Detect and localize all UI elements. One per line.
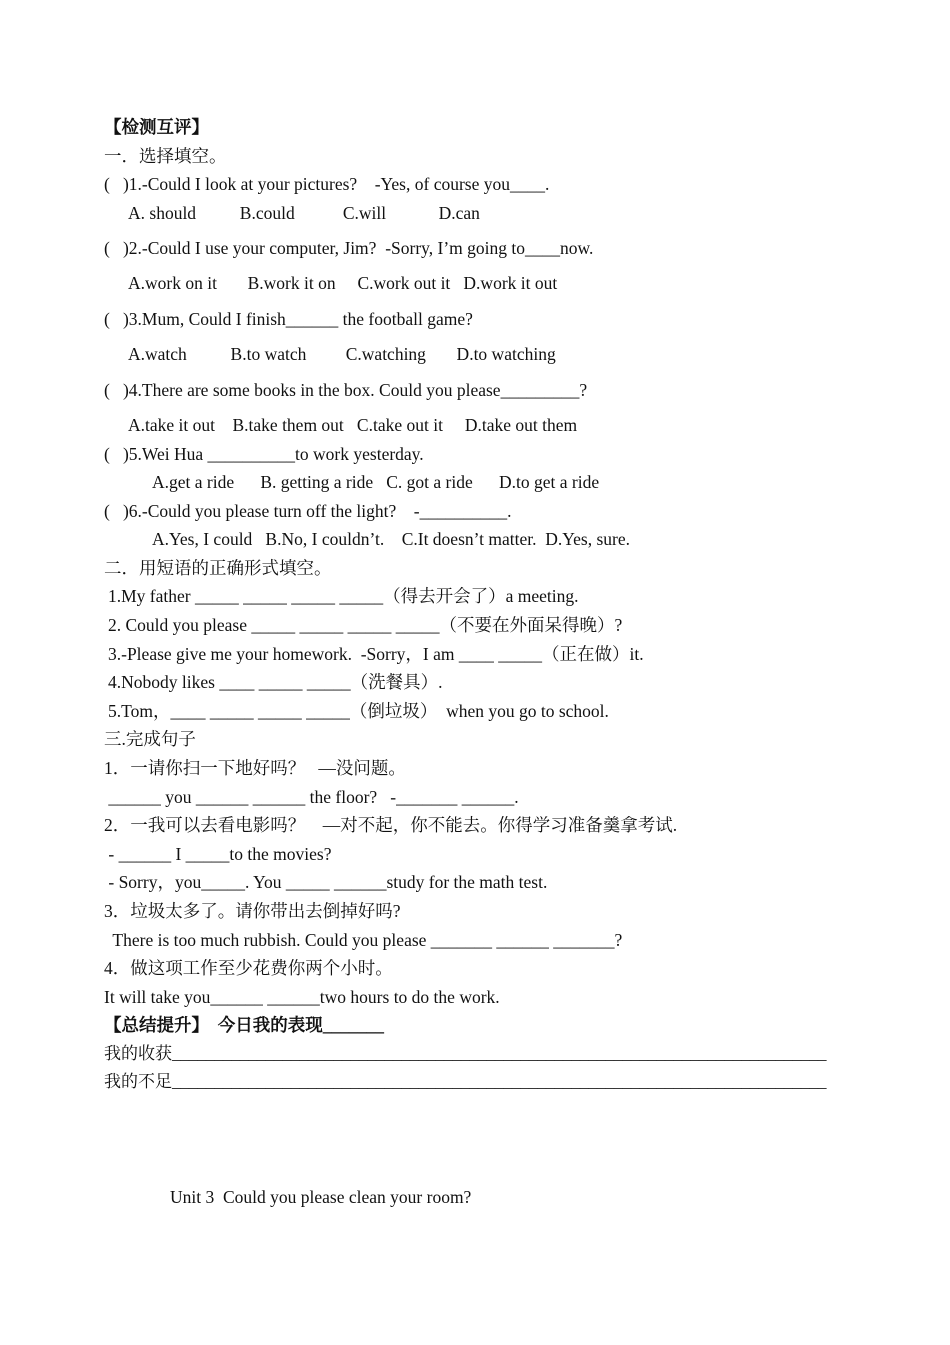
part2-heading: 二．用短语的正确形式填空。	[104, 558, 332, 578]
page-footer-unit-title: Unit 3 Could you please clean your room?	[170, 1187, 472, 1207]
section-review-heading: 【检测互评】	[104, 117, 209, 137]
part1-heading: 一．选择填空。	[104, 146, 227, 166]
summary-lack: 我的不足_____________________________________________________________________________	[104, 1072, 827, 1091]
part3-line-9: It will take you______ ______two hours to do the work.	[104, 987, 500, 1007]
part3-line-1: 1．一请你扫一下地好吗？ —没问题。	[104, 758, 406, 778]
question-6-options: A.Yes, I could B.No, I couldn’t. C.It doesn’t matter. D.Yes, sure.	[152, 529, 631, 549]
part3-line-4: - ______ I _____to the movies?	[104, 844, 332, 864]
question-5-options: A.get a ride B. getting a ride C. got a ride D.to get a ride	[152, 472, 600, 492]
part3-line-6: 3．垃圾太多了。请你带出去倒掉好吗?	[104, 901, 401, 921]
part3-line-3: 2．一我可以去看电影吗？ —对不起，你不能去。你得学习准备羹拿考试.	[104, 815, 678, 835]
part2-item-4: 4.Nobody likes ____ _____ _____（洗餐具）.	[108, 672, 443, 692]
part2-item-3: 3.-Please give me your homework. -Sorry，I am ____ _____（正在做）it.	[108, 644, 644, 664]
question-3-stem: ( )3.Mum, Could I finish______ the football game?	[104, 309, 473, 329]
part3-line-8: 4．做这项工作至少花费你两个小时。	[104, 958, 393, 978]
part3-line-2: ______ you ______ ______ the floor? -_______ ______.	[104, 787, 519, 807]
part2-item-5: 5.Tom，____ _____ _____ _____（倒垃圾） when you go to school.	[108, 701, 609, 721]
question-1-options: A. should B.could C.will D.can	[128, 203, 480, 223]
question-2-stem: ( )2.-Could I use your computer, Jim? -Sorry, I’m going to____now.	[104, 238, 594, 258]
part2-item-2: 2. Could you please _____ _____ _____ _____（不要在外面呆得晚）?	[108, 615, 623, 635]
summary-gain: 我的收获_____________________________________________________________________________	[104, 1044, 827, 1063]
part3-line-7: There is too much rubbish. Could you please _______ ______ _______?	[104, 930, 623, 950]
question-3-options: A.watch B.to watch C.watching D.to watching	[128, 344, 556, 364]
question-6-stem: ( )6.-Could you please turn off the light? -__________.	[104, 501, 512, 521]
part3-heading: 三.完成句子	[104, 729, 196, 749]
question-4-options: A.take it out B.take them out C.take out it D.take out them	[128, 415, 578, 435]
part3-line-5: - Sorry，you_____. You _____ ______study for the math test.	[104, 872, 548, 892]
part2-item-1: 1.My father _____ _____ _____ _____（得去开会了）a meeting.	[108, 586, 579, 606]
question-2-options: A.work on it B.work it on C.work out it D.work it out	[128, 273, 558, 293]
summary-heading: 【总结提升】 今日我的表现_______	[104, 1015, 384, 1035]
question-4-stem: ( )4.There are some books in the box. Could you please_________?	[104, 380, 588, 400]
question-1-stem: ( )1.-Could I look at your pictures? -Yes, of course you____.	[104, 174, 550, 194]
question-5-stem: ( )5.Wei Hua __________to work yesterday.	[104, 444, 424, 464]
